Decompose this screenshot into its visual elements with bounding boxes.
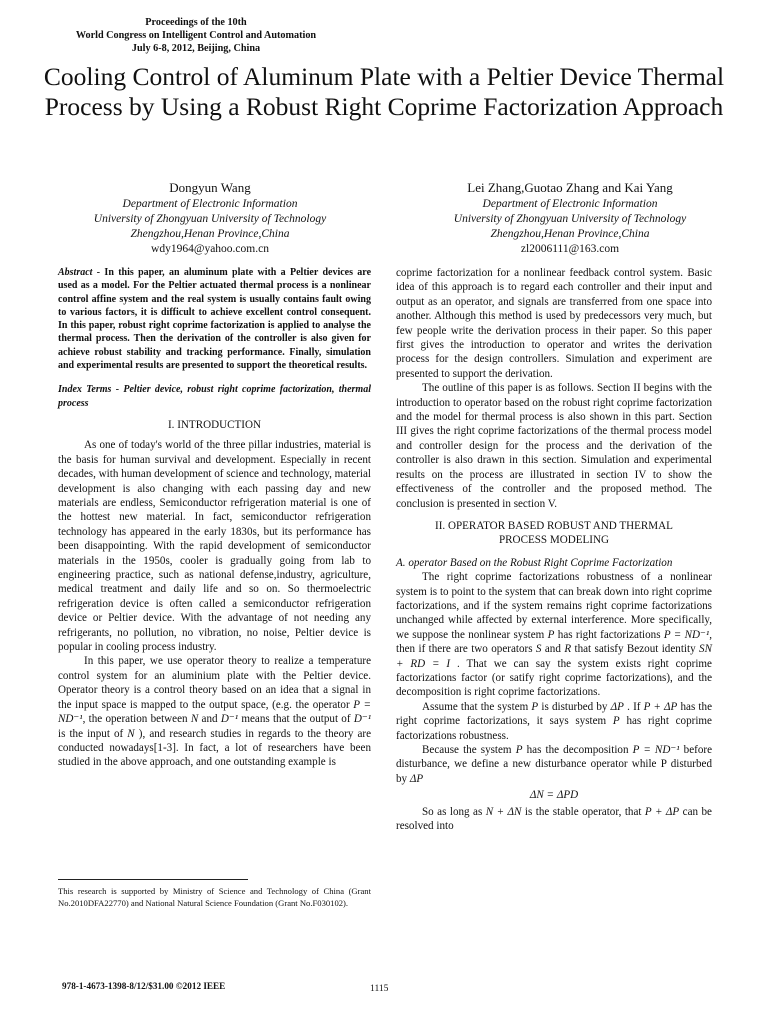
section-heading-operator: [396, 519, 712, 548]
subsection-heading-a: A. operator Based on the Robust Right Coprime Factorization: [396, 556, 673, 569]
stable-operator-paragraph: [396, 805, 712, 834]
proceedings-header: [56, 16, 336, 55]
author-block-left: [40, 180, 380, 257]
author-university: University of Zhongyuan University of Technology: [93, 213, 327, 225]
author-location: Zhengzhou,Henan Province,China: [490, 228, 650, 240]
math-inline: D⁻¹: [220, 713, 239, 726]
abstract: [58, 266, 371, 372]
math-inline: P = ND⁻¹: [632, 744, 680, 756]
text-run: , then if there are two operators: [396, 628, 712, 656]
robustness-paragraph: [396, 570, 712, 700]
intro-paragraph-2: [58, 654, 371, 769]
author-location: Zhengzhou,Henan Province,China: [130, 228, 290, 240]
text-run: can be resolved into: [396, 805, 712, 833]
math-inline: SN + RD = I: [396, 643, 712, 670]
text-run: and: [201, 713, 218, 726]
author-email: wdy1964@yahoo.com.cn: [151, 243, 269, 255]
math-inline: P + ΔP: [643, 700, 678, 713]
proceedings-line-3: July 6-8, 2012, Beijing, China: [131, 43, 261, 54]
math-inline: P + ΔP: [644, 805, 680, 818]
disturbance-paragraph: [396, 700, 712, 743]
math-inline: D⁻¹: [353, 713, 372, 726]
text-run: Because the system: [422, 744, 512, 756]
math-inline: R: [564, 643, 572, 656]
author-block-right: [400, 180, 740, 257]
text-run: In this paper, we use operator theory to realize a temperature control system for an aluminium plate with the Peltier device. Operator theory is a control theory based on an idea that a signal in the input space is mapped to the output space, (e.g. the operator: [58, 655, 371, 711]
text-run: means that the output of: [241, 713, 351, 726]
author-name: Lei Zhang,Guotao Zhang and Kai Yang: [467, 180, 673, 195]
text-run: . If: [627, 700, 641, 713]
text-run: ), and research studies in regards to the theory are conducted nowadays[1-3]. In fact, a lot of researchers have been studied in the above approach, and one outstanding example is: [58, 727, 371, 769]
math-inline: P: [612, 715, 620, 728]
outline-paragraph: The outline of this paper is as follows. Section II begins with the introduction to operator based on the robust right coprime factorization and the model for thermal process is also shown in this part. Section III gives the right coprime factorizations of the thermal process model and controller design for the process and the derivation of the controller is also drawn in this section. Simulation and experimental results on the process are illustrated in section IV to show the effectiveness of the controller and the proposed method. The conclusion is presented in section V.: [396, 382, 712, 510]
math-inline: P = ND⁻¹: [58, 698, 371, 726]
isbn-footer: 978-1-4673-1398-8/12/$31.00 ©2012 IEEE: [62, 981, 226, 991]
intro-paragraph-1: As one of today's world of the three pillar industries, material is the basis for human survival and development. Especially in recent decades, with human development of science and technology, material development is also changing with each passing day and new materials are endless, Semiconductor refrigeration material is one of the hottest new material. In fact, semiconductor refrigeration technology has appeared in the early 1830s, but its performance has been disappointing. With the rapid development of semiconductor materials in the 1950s, cooler is gradually going from lab to engineering practice, such as national defense,industry, agriculture, medical treatment and daily life and so on. So thermoelectric refrigeration device is often called a semiconductor refrigeration device or Peltier device. With the advantage of not needing any refrigerants, no pollution, no vibration, no noise, Peltier device is popular in cooling process industry.: [58, 439, 371, 654]
text-run: So as long as: [422, 805, 483, 818]
author-department: Department of Electronic Information: [482, 198, 658, 210]
decomposition-paragraph: [396, 743, 712, 786]
abstract-lead: Abstract -: [58, 267, 101, 278]
abstract-body: In this paper, an aluminum plate with a Peltier devices are used as a model. For the Peltier actuated thermal process is a nonlinear control affine system and the real system is usually contains fault owing to various factors, it is difficult to achieve excellent control consequent. In this paper, robust right coprime factorization is applied to analyse the thermal process. Then the derivation of the controller is also given for achieve robust stability and tracking performance. Finally, simulation and experimental results are presented to support the theoretical results.: [58, 267, 372, 372]
author-name: Dongyun Wang: [169, 180, 251, 195]
text-run: Assume that the system: [422, 700, 529, 713]
math-inline: P: [515, 744, 523, 756]
author-university: University of Zhongyuan University of Technology: [453, 213, 687, 225]
heading-line: II. OPERATOR BASED ROBUST AND THERMAL: [435, 519, 673, 532]
math-inline: N: [190, 713, 199, 726]
math-inline: N: [127, 727, 135, 740]
paper-title: Cooling Control of Aluminum Plate with a Peltier Device Thermal Process by Using a Robust Right Coprime Factorization Approach: [43, 62, 725, 121]
text-run: The right coprime factorizations robustness of a nonlinear system is to point to the system that can break down into right coprime factorizations, and if the system remains right coprime factorizations unchanged while affected by external interference. More specifically, we suppose the nonlinear system: [396, 571, 712, 641]
text-run: has right coprime factorizations robustness.: [396, 715, 712, 742]
text-run: is disturbed by: [541, 700, 608, 713]
math-inline: P: [547, 628, 555, 641]
math-inline: N + ΔN: [485, 805, 522, 818]
math-inline: ΔP: [409, 772, 424, 785]
right-column: [396, 266, 712, 833]
author-department: Department of Electronic Information: [122, 198, 298, 210]
math-inline: P: [531, 700, 539, 713]
footnote-divider: [58, 879, 248, 880]
left-column: [58, 266, 371, 770]
math-inline: S: [535, 643, 542, 656]
footnote: This research is supported by Ministry of Science and Technology of China (Grant No.2010DFA22770) and National Natural Science Foundation (Grant No.F030102).: [58, 886, 371, 908]
section-heading-introduction: I. INTRODUCTION: [167, 418, 262, 431]
page-number: 1115: [370, 983, 389, 994]
text-run: before disturbance, we define a new disturbance operator while P disturbed by: [396, 744, 712, 785]
text-run: has the right coprime factorizations, it says system: [396, 700, 712, 728]
index-terms: Index Terms - Peltier device, robust right coprime factorization, thermal process: [58, 384, 371, 409]
author-email: zl2006111@163.com: [520, 243, 620, 255]
proceedings-line-1: Proceedings of the 10th: [145, 17, 247, 28]
text-run: that satisfy Bezout identity: [574, 643, 696, 656]
text-run: has the decomposition: [526, 744, 629, 756]
text-run: , the operation between: [82, 713, 188, 726]
heading-line: PROCESS MODELING: [498, 534, 610, 547]
text-run: . That we can say the system exists right coprime factorizations factor (or satify right coprime factorizations), and the decomposition is right coprime factorizations.: [396, 657, 712, 699]
text-run: has right factorizations: [557, 628, 661, 641]
equation: ΔN = ΔPD: [529, 789, 579, 802]
proceedings-line-2: World Congress on Intelligent Control and Automation: [75, 30, 317, 41]
math-inline: P = ND⁻¹: [663, 628, 710, 641]
text-run: and: [544, 643, 561, 656]
math-inline: ΔP: [610, 700, 624, 713]
right-paragraph-1: coprime factorization for a nonlinear feedback control system. Basic idea of this approach is to regard each controller and their input and output as an operator, and signals are transferred from one space into another. Although this method is used by predecessors very much, but few people write the derivation process in their paper. So this paper first gives the introduction to operator and writes the derivation process for the design controllers. Simulation and experiment are presented to support the derivation.: [396, 267, 712, 380]
text-run: is the input of: [58, 727, 124, 740]
text-run: is the stable operator, that: [524, 805, 642, 818]
